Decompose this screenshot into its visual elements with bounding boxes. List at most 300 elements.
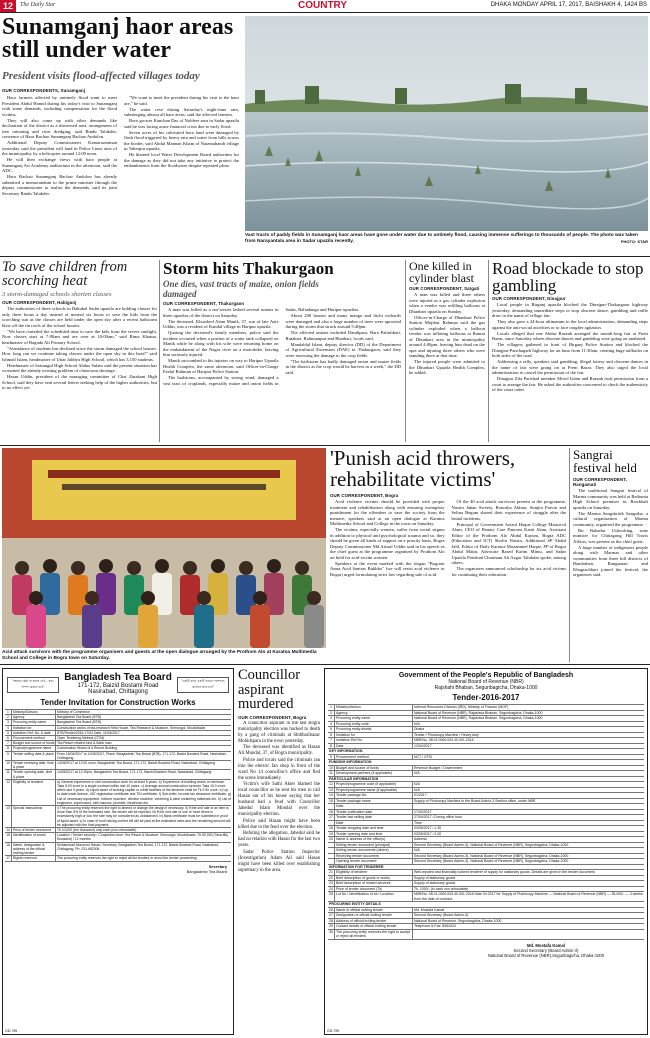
storm-para: Manik succumbed to his injuries on way to Haripur Upazila Health Complex, the same afternoon, said Officer-in-Charge Fazlul Rahman of Haripur Police Station. bbox=[163, 358, 279, 374]
haor-col1 bbox=[2, 95, 117, 255]
councillor-body bbox=[238, 721, 320, 1021]
row-label: Tender last selling date bbox=[335, 815, 413, 820]
haor-caption bbox=[245, 233, 648, 245]
row-label: Brief description of related services bbox=[335, 881, 413, 886]
row-label: Address of official inviting tender bbox=[335, 919, 413, 924]
row-number: 14 bbox=[5, 828, 12, 832]
row-value: 27/04/2017 / During office hour bbox=[414, 815, 462, 820]
table-row bbox=[328, 820, 644, 826]
row-number: 3 bbox=[5, 720, 12, 724]
row-number: 24 bbox=[328, 887, 335, 892]
school-story bbox=[2, 260, 157, 442]
councillor-para: The deceased was identified as Hasan Ali Mondal, 37, of Bogra municipality. bbox=[238, 745, 320, 756]
table-row bbox=[328, 912, 644, 918]
haor-para: They will also come up with other demands like declaration of the district as a distressed area, arrangement of free rationing and river dredging, said Bindu Talukder, convenor of Haor Bachao Sunamganj Bachao Andolon. bbox=[2, 117, 117, 139]
table-row bbox=[328, 726, 644, 732]
govt-sub2: Rajshahi Bhaban, Segunbagicha, Dhaka-1000 bbox=[434, 685, 538, 691]
table-row bbox=[328, 770, 644, 776]
road-headline: Road blockade to stop gambling bbox=[492, 259, 644, 295]
road-body bbox=[492, 302, 648, 437]
row-number: 8 bbox=[5, 746, 12, 750]
row-label: Name, designation & address of the official inviting tender bbox=[12, 843, 56, 856]
rule-1 bbox=[0, 256, 650, 257]
row-number: 4 bbox=[5, 726, 12, 730]
row-value: NCT / OTM bbox=[414, 754, 432, 759]
table-row bbox=[328, 858, 644, 864]
table-row bbox=[328, 803, 644, 809]
table-row bbox=[5, 827, 231, 832]
storm-headline: Storm hits Thakurgaon bbox=[163, 259, 334, 278]
table-row bbox=[5, 751, 231, 760]
row-label: Invitation Ref. No. & date bbox=[12, 731, 56, 735]
row-label: Tender publication date bbox=[335, 810, 413, 815]
table-row bbox=[328, 765, 644, 771]
table-row bbox=[328, 918, 644, 924]
table-row bbox=[5, 719, 231, 724]
councillor-para: Victim's wife Sathi Akter blamed the local councillor as he sent his men to call Hasan out of his house saying that her husband had a feud with Councillor Jahedul Islam Mondal over the municipality election. bbox=[238, 782, 320, 817]
row-value: N/A bbox=[414, 782, 420, 787]
row-number: 13 bbox=[5, 806, 12, 827]
sangrai-body bbox=[573, 488, 648, 658]
table-row bbox=[328, 781, 644, 787]
table-row bbox=[328, 798, 644, 804]
row-label: Project/programme code (if applicable) bbox=[335, 782, 413, 787]
tea-signature-block bbox=[3, 864, 227, 874]
row-value: Ministry of Commerce bbox=[57, 710, 90, 714]
row-number: 16 bbox=[5, 843, 12, 856]
table-row bbox=[5, 779, 231, 805]
haor-caption-text: Vast tracts of paddy fields in Sunamganj haor areas have gone under water due to untimely flood, causing immense sufferings to thousands of people. The photo was taken from Narayantala area in Sadar upazila recently. bbox=[245, 233, 638, 244]
row-label: Tender receiving date, time & place bbox=[12, 761, 56, 769]
row-value bbox=[413, 804, 644, 809]
govt-ad-ref: GD-799 bbox=[327, 1029, 340, 1033]
haor-byline: OUR CORRESPONDENTS, Sunamganj bbox=[2, 88, 86, 93]
school-byline: OUR CORRESPONDENT, Habiganj bbox=[2, 300, 77, 305]
row-number: 28 bbox=[328, 919, 335, 924]
govt-sign-org: National Board of Revenue (NBR),Segunbagicha, Dhaka-1000 bbox=[487, 952, 605, 958]
row-label: Lot No / Identification of lot / Location bbox=[335, 892, 413, 901]
row-value: 01/2017 bbox=[414, 793, 427, 798]
councillor-para: Sadar Police Station Inspector (Investigation) Adam Ali said Hasan might have been killed over establishing supremacy in the area. bbox=[238, 849, 320, 873]
table-row bbox=[5, 714, 231, 719]
row-label: Procuring entity code bbox=[335, 722, 413, 727]
road-para: They also gave a 24-hour ultimatum to the local administration, demanding steps against the anti-social activities or to face tougher agitation. bbox=[492, 319, 648, 330]
row-label: Date bbox=[335, 744, 413, 749]
row-number: 12 bbox=[328, 782, 335, 787]
row-number bbox=[328, 843, 335, 848]
table-row bbox=[5, 740, 231, 745]
row-value: Tea Resort related fund & Bank loan bbox=[57, 741, 112, 746]
acid-story bbox=[330, 448, 566, 662]
school-para: Hasan Uddin, president of the managing committee of Chat Zinakant High School, said they have sent several letters seeking help of the higher authorities, but to no effect yet. bbox=[2, 374, 157, 390]
road-para: Local people in Birganj upazila blocked the Dinajpur-Thakurgaon highway yesterday, demanding immediate steps to stop obscene dance, gambling and raffle draw in the name of village fair. bbox=[492, 302, 648, 318]
acid-para: Of the 40 acid attack survivors present at the programme, Nasrin Jahan Sweety, Bonosha Akhtar, Sunjita Parvin and Selina Begum shared their experience of struggle after the brutal incidents. bbox=[451, 499, 566, 521]
row-label: Procuring entity name bbox=[335, 716, 413, 721]
row-label: Tender dropping date and time bbox=[335, 826, 413, 831]
haor-para: Additional Deputy Commissioner Kamaruzzaman yesterday said the president will land in Police Lines area of the municipality by a helicopter around 12:00 noon. bbox=[2, 140, 117, 156]
govt-notice-title: Tender-2016-2017 bbox=[452, 693, 520, 702]
row-number: 13 bbox=[328, 788, 335, 793]
table-row bbox=[328, 737, 644, 743]
row-number: 23 bbox=[328, 881, 335, 886]
table-row bbox=[328, 792, 644, 798]
row-value: Bangladesh Tea Board (BTB) bbox=[57, 720, 102, 725]
row-label: Invitation for bbox=[12, 726, 56, 730]
row-number: 19 bbox=[328, 832, 335, 837]
row-value: Mohammad Monzurul Hasan, Secretary, Bangladesh Tea Board, 171-172, Baizid Bostami Road, Nasirabad, Chittagong. Ph: 031-682306 bbox=[57, 842, 219, 851]
school-body bbox=[2, 306, 157, 426]
row-value: i) The procuring entity reserves the right to amend or change the design if necessary. ii) If the unit rate of an item is more than 5% of the estimated rate, the tender will be rejected. iii) If the unit rate of one or more items is excessively high or low, the rate may be considered as unbalanced. iv) Bank certificate must be submitted in proof of liquid asset. v) In case of fund having current bill will be paid at the estimated rates and the remaining amount will be adjusted with the final payment. bbox=[57, 806, 231, 827]
row-value: N/A bbox=[414, 787, 420, 792]
row-value: NBR/No. 08.01.0000.003.40.001.2016 bbox=[414, 738, 474, 742]
row-value: Bangladesh Tea Board (BTB) bbox=[57, 715, 102, 720]
row-number: 8 bbox=[328, 744, 335, 749]
road-story bbox=[492, 260, 648, 442]
tea-address2: Nasirabad, Chittagong bbox=[88, 689, 148, 695]
row-label: Selling tender documents (others) bbox=[335, 848, 413, 853]
school-para: "Attendance of students has declined since the storm damaged the school houses. How long can we continue taking classes under the open sky in this heat?" said Ishmail Islam, headmaster of Uttar Jaldiya High School, which has 3,150 students. bbox=[2, 345, 157, 362]
row-label: Tender selling date & place bbox=[12, 752, 56, 760]
table-row bbox=[328, 836, 644, 842]
govt-section-particular: PARTICULAR INFORMATION bbox=[328, 776, 644, 782]
table-row bbox=[328, 880, 644, 886]
road-para: Locals alleged that one Abdur Razzak arranged the month-long fair at Prem Bazar, since Saturday where obscene dances and gambling were going on unabated. bbox=[492, 330, 648, 341]
govt-title: Government of the People's Republic of Bangladesh bbox=[398, 672, 574, 679]
storm-para: The hailstorm, accompanied by strong wind, damaged a vast tract of croplands, especially maize and onion fields in Sadar, Baliadanga and Haripur upazilas. bbox=[163, 307, 360, 386]
row-label: Date bbox=[335, 821, 413, 826]
row-label: Procurement method bbox=[335, 755, 413, 760]
storm-para: The affected unions included Dandipara, Bara Palashbari, Ruiahari, Rahimanpur and Bhatbari, locals said. bbox=[285, 330, 401, 341]
cylinder-para: A man was killed and three others were injured as a gas cylinder explosion when a vendor was refilling balloons at Dhunbari upazila on Sunday. bbox=[409, 292, 485, 314]
school-para: The authorities of three schools in Bahubal Sadar upazila are holding classes for only three hours a day instead of normal six hours to save the kids from the scorching sun as the classes are held under the open sky after a recent hailstorm blew off the tin roofs of the school houses. bbox=[2, 306, 157, 328]
row-label: Agency bbox=[335, 711, 413, 716]
row-value: Md. Mostafa Kamal bbox=[414, 907, 445, 912]
row-number: 26 bbox=[328, 908, 335, 913]
cylinder-headline: One killed in cylinder blast bbox=[409, 259, 474, 285]
row-number bbox=[328, 804, 335, 809]
table-row bbox=[328, 809, 644, 815]
paper-name: The Daily Star bbox=[20, 2, 56, 8]
table-row bbox=[5, 842, 231, 856]
storm-para: "The hailstorm has badly damaged onion and maize fields in the district as the crop would be harvest in a week," the DD said. bbox=[285, 358, 401, 375]
row-label: Ministry/division bbox=[335, 705, 413, 710]
row-number: 3 bbox=[328, 716, 335, 721]
row-number: 6 bbox=[5, 736, 12, 740]
table-row bbox=[328, 886, 644, 892]
vrule-1 bbox=[159, 260, 160, 442]
table-row bbox=[328, 732, 644, 738]
school-kicker: 3 storm-damaged schools shorten classes bbox=[2, 291, 112, 298]
row-number: 5 bbox=[328, 727, 335, 732]
row-number: 11 bbox=[5, 770, 12, 778]
row-label: Invitation Ref No. bbox=[335, 738, 413, 743]
row-value: 14/05/2017 at 12:00 noon, Bangladesh Tea Board, 171-172, Baizid Bostami Road, Nasirabad, Chittagong bbox=[57, 761, 216, 766]
storm-para: The deceased, Khorshed Alam Manik, 37, son of late Aziz Uddin, was a resident of Kandal village in Haripur upazila. bbox=[163, 318, 279, 329]
row-label: Tender opening date and time bbox=[335, 832, 413, 837]
cylinder-para: The injured people were admitted to the Dhunbari Upazila Health Complex, he added. bbox=[409, 359, 485, 375]
row-label: Designation of official inviting tender bbox=[335, 913, 413, 918]
councillor-para: A councillor aspirant in the last Bogra municipality election was hacked to death by a gang of criminals at Shibbaribazar Mohidspara in the town yesterday. bbox=[238, 720, 320, 744]
row-value: N/A bbox=[414, 771, 420, 776]
row-number: 20 bbox=[328, 837, 335, 842]
sangrai-para: The Marma Sangskritik Sangstha, a cultural organisation of Marma community, organised the programme. bbox=[573, 510, 648, 527]
cylinder-byline: OUR CORRESPONDENT, Satgati bbox=[409, 286, 480, 291]
table-row bbox=[328, 814, 644, 820]
table-row bbox=[328, 853, 644, 859]
tea-title: Bangladesh Tea Board bbox=[64, 672, 172, 683]
row-value: Location / Tender security / Completion time: Tea Resort & Museum, Srimongol, Moulvibazar; Tk 50,000 (Taka fifty thousand) / 12 months bbox=[57, 833, 228, 842]
sangrai-byline: OUR CORRESPONDENT, Rangamati bbox=[573, 477, 627, 487]
sangrai-headline: Sangrai festival held bbox=[573, 447, 637, 475]
haor-para: The water rose during Saturday's night-time rain, submerging almost all haor areas, said the affected farmers. bbox=[124, 106, 239, 117]
row-value: Tk. 1000/- (in cash non refundable) bbox=[414, 886, 469, 891]
sangrai-para: The traditional Sangrai festival of Marma community was held at Bethunia High School premises in Rawkhali upazila on Saturday. bbox=[573, 488, 648, 510]
haor-story bbox=[2, 16, 648, 252]
table-row bbox=[328, 929, 644, 939]
row-number bbox=[328, 859, 335, 864]
row-number bbox=[328, 821, 335, 826]
storm-para: A man was killed as a nor'wester lashed several unions in three upazilas of the district on Saturday. bbox=[163, 307, 279, 318]
row-label: Budget and source of funds bbox=[335, 766, 413, 771]
row-number: 5 bbox=[5, 731, 12, 735]
row-value: Well-reputed and financially solvent tenderer of supply for stationary goods. Details are given in the tender document. bbox=[414, 870, 596, 875]
row-value: Internal Resources Division (IRD), Ministry of Finance (MOF) bbox=[414, 705, 509, 709]
row-number: 2 bbox=[328, 711, 335, 716]
tea-table bbox=[5, 709, 231, 862]
haor-para: He blamed local Water Development Board authorities for the damage as they did not take any initiative to protect the embankments from the floodwater despite repeated pleas. bbox=[124, 152, 239, 168]
row-number: 1 bbox=[328, 705, 335, 710]
table-row bbox=[328, 787, 644, 793]
row-label: Price of tender document bbox=[12, 828, 56, 832]
row-value: Construction works of tea-research Rest House, Tea Research & Museum, Srimongol, Moulvibazar bbox=[57, 725, 206, 730]
row-label: Price of tender document (Tk) bbox=[335, 887, 413, 892]
row-number: 9 bbox=[328, 755, 335, 760]
row-label: Procuring entity district bbox=[335, 727, 413, 732]
table-row bbox=[328, 842, 644, 848]
tea-address1: 171-172, Baizid Bostami Road bbox=[77, 683, 159, 689]
councillor-story bbox=[238, 668, 320, 1035]
table-row bbox=[328, 869, 644, 875]
govt-section-tenderer: INFORMATION FOR TENDERER bbox=[328, 864, 644, 870]
row-number: 10 bbox=[5, 761, 12, 769]
row-label: Ministry/Division bbox=[12, 710, 56, 714]
table-row bbox=[328, 754, 644, 760]
vrule-4 bbox=[569, 448, 570, 662]
table-row bbox=[5, 730, 231, 735]
flood-landscape-image bbox=[245, 16, 648, 231]
storm-byline: OUR CORRESPONDENT, Thakurgaon bbox=[163, 301, 245, 306]
haor-headline: Sunamganj haor areas still under water bbox=[2, 14, 234, 63]
haor-para: "We want to meet the president during his visit to the haor are," he said. bbox=[124, 95, 239, 106]
row-label: Procuring entity name bbox=[12, 720, 56, 724]
row-value: Revenue Budget / Government bbox=[414, 765, 463, 770]
councillor-para: Police and locals said the criminals ran into the electric fan shop in front of the ward No 14 councillor's office and fled the scene immediately. bbox=[238, 757, 320, 781]
table-row bbox=[328, 721, 644, 727]
haor-kicker: President visits flood-affected villages today bbox=[2, 70, 200, 82]
table-row bbox=[5, 709, 231, 714]
row-number: 15 bbox=[5, 833, 12, 841]
cylinder-para: Officer-in-Charge of Dhunbari Police Station Mujibur Rahman said the gas cylinder exploded when a balloon vendor was inflating balloons at Ranrat of Dhunbari area in the municipality around 4:00pm, leaving him dead on the spot and injuring three others who were standing there at that time. bbox=[409, 314, 485, 358]
row-label: Tender package No. bbox=[335, 793, 413, 798]
row-number: 17 bbox=[5, 856, 12, 860]
row-number: 27 bbox=[328, 913, 335, 918]
acid-body bbox=[330, 499, 566, 662]
row-number bbox=[328, 848, 335, 853]
haor-para: Haor farmers affected by untimely flood want to meet President Abdul Hamid during his today's visit to Sunamganj with some demands, including compensation for the flood victims. bbox=[2, 95, 117, 117]
table-row bbox=[328, 704, 644, 710]
row-label: Tender package name bbox=[335, 799, 413, 804]
table-row bbox=[5, 769, 231, 778]
row-label: Procurement method bbox=[12, 736, 56, 740]
row-value: From 16/04/2017 to 11/05/2017, Place: Bangladesh Tea Board (BTB), 171-172, Baizid Bostami Road, Nasirabad, Chittagong bbox=[57, 751, 227, 760]
sangrai-para: A large number of indigenous people along with Marmas and other communities from three hill districts of Bandarban, Rangamati and Khagrachhari joined the festival, the organisers said. bbox=[573, 544, 648, 577]
row-number: 9 bbox=[5, 752, 12, 760]
table-row bbox=[328, 907, 644, 913]
row-value: Tk 10,000 (ten thousand) only each (non-refundable) bbox=[57, 828, 137, 833]
row-value: Second Secretary (Board Admin-3), National Board of Revenue (NBR), Segunbagicha, Dhaka-1000 bbox=[414, 853, 569, 858]
row-label: Invitation for bbox=[335, 733, 413, 738]
row-number: 30 bbox=[328, 930, 335, 939]
storm-para: Quoting the deceased's family members, police said the incident occurred when a portion of a water tank collapsed on Manik while he along with his wife were returning home on the embankment of the Nagor river on a motorbike, leaving him seriously injured. bbox=[163, 330, 279, 357]
masthead-rule bbox=[0, 12, 650, 13]
tea-board-tender-ad bbox=[2, 668, 234, 1035]
row-value: NBR/No. 08.01.0000.003.40.001.2016 Date 04.2017 for Supply of Photocopy Machine — National Board of Revenue (NBR) — 35,000/- — 3 weeks from the date of contract. bbox=[414, 892, 643, 901]
row-value: Tender / Photocopy Machine / Heavy duty bbox=[414, 732, 479, 737]
govt-section-key-info: KEY INFORMATION bbox=[328, 748, 644, 754]
tea-sign-org: Bangladesh Tea Board bbox=[186, 868, 227, 874]
row-value: Telephone & Fax: 8354324 bbox=[414, 924, 456, 929]
tea-sign-title: Secretary bbox=[208, 863, 227, 869]
row-number: 25 bbox=[328, 892, 335, 901]
row-label: Selling tender document (principal) bbox=[335, 843, 413, 848]
row-number bbox=[328, 854, 335, 859]
table-row bbox=[328, 825, 644, 831]
school-para: Headmaster of Satsangul High School Abdus Salam said the present situation has worsened the already existing problem of classroom shortage. bbox=[2, 362, 157, 373]
dialogue-group-image bbox=[2, 448, 326, 648]
govt-section-funding: FUNDING INFORMATION bbox=[328, 759, 644, 765]
row-number: 2 bbox=[5, 715, 12, 719]
row-value: Open Tendering Method (OTM) bbox=[57, 736, 105, 741]
road-para: Dinajpur Zila Parishad member Morol Islam and Razzak took permission from a court to arrange the fair. He asked the authorities concerned to check the authenticity of the court order. bbox=[492, 376, 648, 392]
acid-byline: OUR CORRESPONDENT, Bogra bbox=[330, 493, 399, 498]
tea-ad-ref: GD-795 bbox=[5, 1029, 18, 1033]
haor-para: He will then exchange views with haor people at Sunamganj Art Academy auditorium in the afternoon, said the ADC. bbox=[2, 157, 117, 173]
sangrai-para: Bir Bahadur Ushwshing, state minister for Chittagong Hill Tracts Affairs, was present as the chief guest. bbox=[573, 527, 648, 544]
councillor-para: Police said Hasan might have been killed due to the feud over the election. bbox=[238, 818, 320, 830]
table-row bbox=[328, 891, 644, 901]
table-row bbox=[5, 735, 231, 740]
table-row bbox=[328, 715, 644, 721]
row-label: Name & address of the office(s) bbox=[335, 837, 413, 842]
row-value: 03/05/2017 / 1.30 bbox=[414, 826, 442, 831]
councillor-headline: Councillor aspirant murdered bbox=[238, 667, 301, 712]
road-para: The villagers gathered in front of Birganj Police Station and blocked the Dinajpur-Panchagarh highway for an hour from 11:30am, creating huge tailbacks on both sides of the road. bbox=[492, 342, 648, 358]
govt-sign-name: Md. Mostafa Kamal bbox=[527, 942, 565, 948]
haor-para: Seven acres of his cultivated boro land were damaged by flash flood triggered by heavy rain and water from hills across the border, said Abdul Mannan Kham of Naizmahandi village in Taherpur upazila. bbox=[124, 129, 239, 151]
acid-para: Acid violence victims should be provided with proper treatment and rehabilitation along with ensuring exemplary punishment for the offenders to save the society from the menace, speakers said at an open dialogue at Karatoa Multimedia School and College in the town on Saturday. bbox=[330, 499, 445, 526]
tea-slogan-left: "আমরা চেষ্টা বা করার নেই... মহৎ সম্পদ করতে হবে" bbox=[7, 677, 59, 693]
school-para: "We have curtailed the scheduled time to save the kids from the severe sunlight. Now classes start at 7:00am and are over at 10:00am," said Rima Khatun, headmaster of Baguda Ali Primary School. bbox=[2, 328, 157, 345]
row-number: 21 bbox=[328, 870, 335, 875]
rule-3 bbox=[0, 664, 650, 665]
row-label: Agency bbox=[12, 715, 56, 719]
table-row bbox=[5, 832, 231, 841]
row-label: Date bbox=[335, 804, 413, 809]
row-label: Contact details of official inviting tender bbox=[335, 924, 413, 929]
row-value: Address bbox=[414, 837, 427, 842]
row-value: N/A bbox=[414, 848, 420, 853]
dateline: DHAKA MONDAY APRIL 17, 2017, BAISHAKH 4, 1424 BS bbox=[490, 2, 647, 8]
row-label: Eligibility of tenderer bbox=[335, 870, 413, 875]
row-number: 7 bbox=[5, 741, 12, 745]
row-value: 12/04/2017 bbox=[414, 743, 432, 748]
table-row bbox=[328, 743, 644, 749]
row-label: Budget and source of funds bbox=[13, 741, 55, 746]
nbr-tender-ad bbox=[324, 668, 648, 1035]
row-label: Opening tender document bbox=[335, 859, 413, 864]
govt-sign-desg: Second Secretary (Board Admin-3) bbox=[513, 947, 579, 953]
table-row bbox=[5, 855, 231, 860]
row-label: Receiving tender document bbox=[335, 854, 413, 859]
table-row bbox=[328, 710, 644, 716]
row-number: 11 bbox=[328, 771, 335, 776]
row-number: 15 bbox=[328, 799, 335, 804]
govt-section-procuring: PROCURING ENTITY DETAILS bbox=[328, 901, 644, 907]
acid-caption: Acid attack survivors with the programme organisers and guests at the open dialogue arranged by the Prothom Alo at Karatoa Multimedia School and College in Bogra town on Saturday. bbox=[2, 650, 317, 661]
table-row bbox=[5, 725, 231, 730]
acid-headline: 'Punish acid throwers, rehabilitate victims' bbox=[330, 446, 516, 491]
row-number: 7 bbox=[328, 738, 335, 743]
row-number: 4 bbox=[328, 722, 335, 727]
row-value: Second Secretary (Board Admin-3), National Board of Revenue (NBR), Segunbagicha, Dhaka-1000 bbox=[414, 842, 569, 847]
section-name: COUNTRY bbox=[298, 0, 348, 11]
row-label: Rights reserved bbox=[12, 856, 56, 860]
councillor-para: Refuting the allegation, Jahedul said he had no relation with Hasan for the last two years. bbox=[238, 831, 320, 848]
row-value: a) General experience in civil construction work for at least 5 years. b) Experience of building works of minimum Taka 5.00 crore in a single contract within last 10 years. c) Average annual construction turnover Taka 10.0 crore within last 3 years. d) Liquid asset of working capital or credit facilities of the tenderer shall be Tk 0.50 crore. e) Up-to-date trade license, VAT registration certificate and TIN certificate. f) Sub-letter, income tax clearance certificate. g) List of necessary equipment, mixture machine, vibrator machine, centering & steel shuttering materials etc. h) List of engineers, supervisors, skill masons, plumber, electrician etc. bbox=[57, 779, 231, 805]
road-byline: OUR CORRESPONDENT, Dinajpur bbox=[492, 296, 566, 301]
row-label: Tender opening date, time & place bbox=[12, 770, 56, 778]
row-number: 16 bbox=[328, 810, 335, 815]
row-label: The procuring entity reserves the right to accept or reject all tenders bbox=[335, 930, 413, 939]
row-label: Eligibility of tenderer bbox=[12, 780, 56, 805]
row-value: Second Secretary (Board Admin-3) bbox=[414, 913, 469, 918]
road-para: Addressing a rally, speakers said gambling, illegal lottery and obscene dances in the name of fair were going on at Prem Bazar. They also urged the local administration to cancel the permission of the fair. bbox=[492, 359, 648, 375]
row-value: Construction Works of a Resort Building bbox=[57, 746, 118, 751]
row-value: N/A bbox=[414, 721, 420, 726]
rule-2 bbox=[0, 445, 650, 446]
row-number: 1 bbox=[5, 710, 12, 714]
row-number: 6 bbox=[328, 733, 335, 738]
vrule-2 bbox=[405, 260, 406, 442]
row-number: 17 bbox=[328, 815, 335, 820]
row-label: Project/programme name (if applicable) bbox=[335, 788, 413, 793]
row-number: 22 bbox=[328, 876, 335, 881]
row-value: 03/05/2017 / 2.00 bbox=[414, 831, 442, 836]
storm-para: About 200 houses and many mango and litchi orchards were damaged and also a large number of trees were uprooted during the storm that struck around 5:40pm. bbox=[285, 313, 401, 329]
haor-para: Haor Bachao Sunamganj Bachao Andolon has already submitted a memorandum to the prime minister through the deputy commissioner to realise the demands, said its joint Secretary Bindu Talukder. bbox=[2, 174, 117, 196]
govt-sub1: National Board of Revenue (NBR) bbox=[448, 679, 524, 685]
table-row bbox=[328, 923, 644, 929]
table-row bbox=[5, 805, 231, 827]
row-value: 14/05/2017 at 12:15pm, Bangladesh Tea Board, 171-172, Baizid Bostami Road, Nasirabad, Chittagong bbox=[57, 770, 212, 775]
acid-para: Speakers at the event marked with the slogan "Bogurai Amra Acid Santras Rukhbo" (we will resist acid violence in Bogra) urged formulating strict law regarding sale of acid. bbox=[330, 560, 445, 577]
cylinder-story bbox=[409, 260, 485, 442]
acid-para: The organisers announced scholarship for six acid victims for continuing their education. bbox=[451, 566, 566, 577]
school-headline: To save children from scorching heat bbox=[2, 259, 128, 289]
row-value: National Board of Revenue, Segunbagicha, Dhaka-1000 bbox=[414, 918, 502, 923]
sangrai-story bbox=[573, 448, 648, 662]
vrule-3 bbox=[488, 260, 489, 442]
